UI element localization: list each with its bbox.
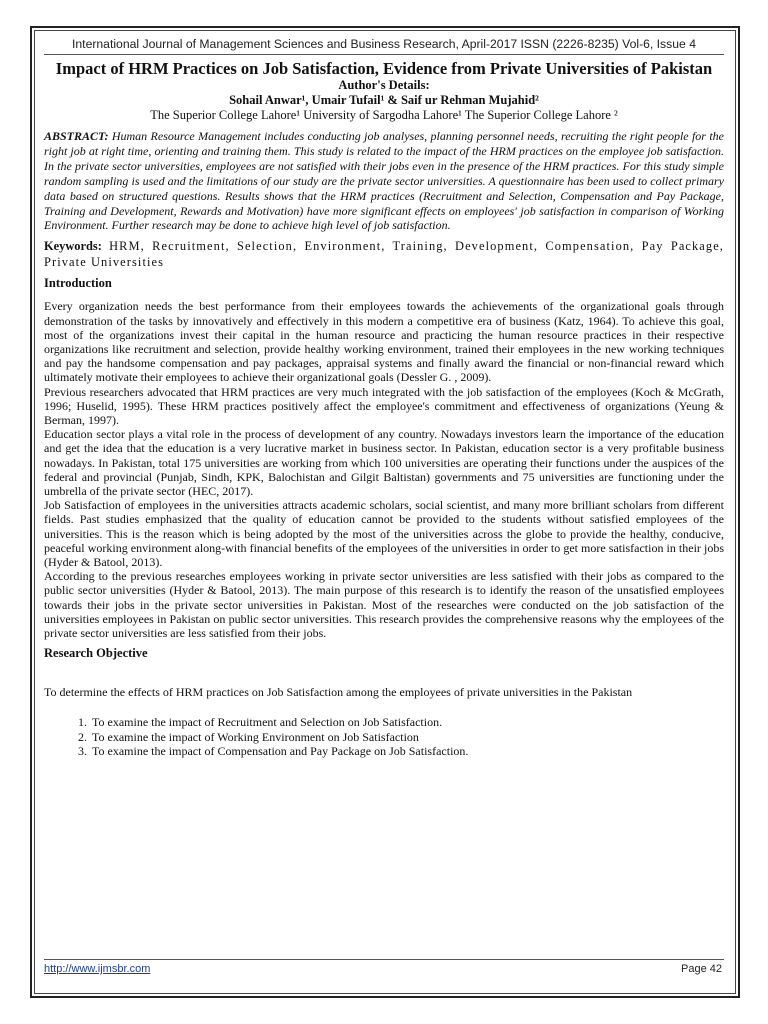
abstract — [44, 129, 724, 233]
intro-paragraph-3: Education sector plays a vital role in the process of development of any country. Nowadays investors learn the importance of the education and get the idea that the education is a very lucrative market in business sector. In Pakistan, education sector is a very profitable business nowadays. In Pakistan, total 175 universities are working from which 100 universities are operating their functions under the auspices of the federal and provincial (Punjab, Sindh, KPK, Balochistan and Gilgit Baltistan) governments and 75 universities are functioning under the umbrella of the private sector (HEC, 2017). — [44, 427, 724, 498]
paper-title: Impact of HRM Practices on Job Satisfaction, Evidence from Private Universities of Pakistan — [55, 59, 713, 78]
footer-journal-link[interactable]: http://www.ijmsbr.com — [44, 963, 151, 975]
journal-header: International Journal of Management Sciences and Business Research, April-2017 ISSN (2226-8235) Vol-6, Issue 4 — [44, 37, 724, 55]
introduction-heading: Introduction — [44, 276, 112, 291]
author-affiliations: The Superior College Lahore¹ University of Sargodha Lahore¹ The Superior College Lahore ² — [150, 108, 618, 122]
abstract-label: ABSTRACT: — [44, 129, 109, 143]
footer-rule — [44, 959, 724, 960]
intro-paragraph-5: According to the previous researches employees working in private sector universities are less satisfied with their jobs as compared to the public sector universities (Hyder & Batool, 2013). The main purpose of this research is to identify the reason of the unsatisfied employees towards their jobs in the private sector universities in Pakistan. Most of the researches were conducted on the job satisfaction of the universities employees in Pakistan on public sector universities. This research provides the comprehensive reasons why the employees of the private sector universities are less satisfied from their jobs. — [44, 569, 724, 641]
intro-paragraph-4: Job Satisfaction of employees in the universities attracts academic scholars, social scientist, and many more brilliant scholars from different fields. Past studies emphasized that the quality of education cannot be provided to the students without satisfied employees of the universities. This is the reason which is being adopted by the most of the universities across the globe to provide the healthy, conducive, peaceful working environment along-with financial benefits of the employees of the universities in order to get more satisfaction in their jobs (Hyder & Batool, 2013). — [44, 498, 724, 569]
research-objective-text: To determine the effects of HRM practices on Job Satisfaction among the employees of private universities in the Pakistan — [44, 685, 633, 700]
author-names: Sohail Anwar¹, Umair Tufail¹ & Saif ur Rehman Mujahid² — [229, 93, 539, 107]
keywords-label: Keywords: — [44, 239, 102, 254]
abstract-text: Human Resource Management includes conducting job analyses, planning personnel needs, recruiting the right people for the right job at right time, orienting and training them. This study is related to the impact of the HRM practices on the employee job satisfaction. In the private sector universities, employees are not satisfied with their jobs even in the presence of the HRM practices. For this study simple random sampling is used and the limitations of our study are the private sector universities. A questionnaire has been used to collect primary data based on structured questions. Results shows that the HRM practices (Recruitment and Selection, Compensation and Pay Package, Training and Development, Rewards and Motivation) have more significant effects on employees' job satisfaction in comparison of Working Environment. Further research may be done to achieve high level of job satisfaction. — [44, 129, 724, 233]
page-content — [44, 37, 724, 758]
footer-page-number: Page 42 — [681, 963, 722, 975]
intro-paragraph-2: Previous researchers advocated that HRM practices are very much integrated with the job satisfaction of the employees (Koch & McGrath, 1996; Huselid, 1995). These HRM practices positively affect the employee's commitment and effectiveness of organizations (Yeung & Berman, 1997). — [44, 384, 724, 427]
objectives-list — [44, 715, 724, 758]
research-objective-heading: Research Objective — [44, 646, 148, 661]
keywords-text: HRM, Recruitment, Selection, Environment, Training, Development, Compensation, Pay Package, Private Universities — [44, 239, 724, 269]
objective-item-1: 1. To examine the impact of Recruitment and Selection on Job Satisfaction. — [90, 715, 724, 729]
keywords — [44, 239, 724, 270]
objective-item-3: 3. To examine the impact of Compensation and Pay Package on Job Satisfaction. — [90, 744, 724, 758]
intro-paragraph-1: Every organization needs the best performance from their employees towards the achievements of the organizational goals through demonstration of the tasks by innovatively and effectively in this modern a competitive era of business (Katz, 1964). To achieve this goal, most of the organizations invest their capital in the human resource and practicing the human resource practices in their respective organizations like recruitment and selection, provide healthy working environment, trained their employees in the new working techniques and pay the handsome compensation and pay packages, appraisal systems and finally award the financial or non-financial reward which ultimately motivate their employees to achieve their organizational goals (Dessler G. , 2009). — [44, 299, 724, 385]
objective-item-2: 2. To examine the impact of Working Environment on Job Satisfaction — [90, 730, 724, 744]
authors-label: Author's Details: — [338, 78, 430, 92]
